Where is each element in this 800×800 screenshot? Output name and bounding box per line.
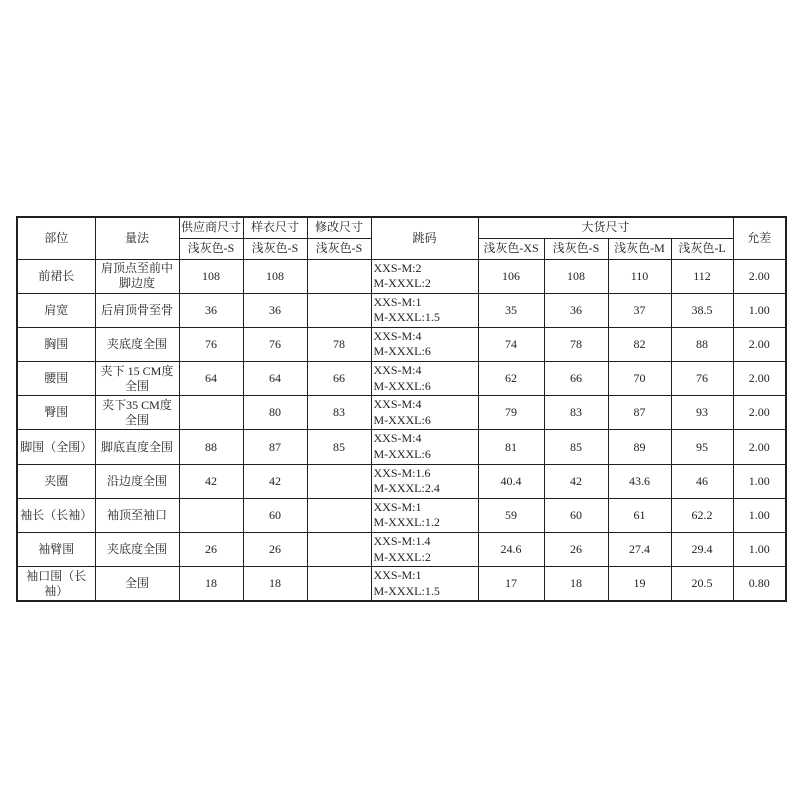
cell-bulk-size-0: 62 bbox=[478, 362, 544, 396]
cell-bulk-size-0: 17 bbox=[478, 567, 544, 602]
cell-bulk-size-3: 76 bbox=[671, 362, 733, 396]
col-header-tolerance: 允差 bbox=[733, 217, 786, 259]
table-row bbox=[17, 362, 786, 396]
cell-method: 夹下35 CM度全围 bbox=[95, 396, 179, 430]
cell-bulk-size-2: 43.6 bbox=[608, 464, 671, 498]
cell-part: 袖长（长袖） bbox=[17, 498, 95, 532]
col-subheader-supplier-color: 浅灰色-S bbox=[179, 238, 243, 259]
cell-method: 袖顶至袖口 bbox=[95, 498, 179, 532]
cell-tolerance: 1.00 bbox=[733, 533, 786, 567]
cell-sample-size: 60 bbox=[243, 498, 307, 532]
grading-line: M-XXXL:2.4 bbox=[373, 481, 440, 496]
cell-tolerance: 2.00 bbox=[733, 396, 786, 430]
cell-bulk-size-1: 85 bbox=[544, 430, 608, 464]
table-row bbox=[17, 430, 786, 464]
grading-line: M-XXXL:1.2 bbox=[373, 515, 440, 530]
cell-bulk-size-2: 19 bbox=[608, 567, 671, 602]
table-body bbox=[17, 259, 786, 601]
cell-bulk-size-1: 42 bbox=[544, 464, 608, 498]
cell-bulk-size-0: 106 bbox=[478, 259, 544, 293]
cell-sample-size: 64 bbox=[243, 362, 307, 396]
cell-bulk-size-1: 83 bbox=[544, 396, 608, 430]
grading-line: M-XXXL:6 bbox=[373, 344, 431, 359]
cell-bulk-size-0: 81 bbox=[478, 430, 544, 464]
grading-line: XXS-M:1 bbox=[373, 568, 422, 583]
cell-bulk-size-3: 88 bbox=[671, 327, 733, 361]
cell-method: 后肩顶骨至骨 bbox=[95, 293, 179, 327]
cell-modified-size bbox=[307, 464, 371, 498]
cell-bulk-size-1: 36 bbox=[544, 293, 608, 327]
col-header-sample-size: 样衣尺寸 bbox=[243, 217, 307, 238]
cell-tolerance: 1.00 bbox=[733, 464, 786, 498]
cell-bulk-size-3: 29.4 bbox=[671, 533, 733, 567]
grading-line: XXS-M:4 bbox=[373, 363, 422, 378]
cell-part: 臀围 bbox=[17, 396, 95, 430]
cell-modified-size bbox=[307, 498, 371, 532]
cell-supplier-size: 18 bbox=[179, 567, 243, 602]
cell-bulk-size-3: 95 bbox=[671, 430, 733, 464]
cell-bulk-size-2: 110 bbox=[608, 259, 671, 293]
cell-bulk-size-2: 70 bbox=[608, 362, 671, 396]
grading-line: XXS-M:1.4 bbox=[373, 534, 431, 548]
grading-line: XXS-M:1 bbox=[373, 499, 422, 514]
grading-line: M-XXXL:6 bbox=[373, 378, 431, 393]
cell-modified-size: 85 bbox=[307, 430, 371, 464]
cell-grading bbox=[371, 464, 478, 498]
cell-bulk-size-1: 60 bbox=[544, 498, 608, 532]
cell-bulk-size-1: 108 bbox=[544, 259, 608, 293]
grading-line: M-XXXL:2 bbox=[373, 276, 431, 291]
grading-line: XXS-M:1 bbox=[373, 294, 422, 309]
cell-method: 沿边度全围 bbox=[95, 464, 179, 498]
cell-tolerance: 0.80 bbox=[733, 567, 786, 602]
table-row bbox=[17, 293, 786, 327]
cell-supplier-size: 26 bbox=[179, 533, 243, 567]
cell-modified-size: 66 bbox=[307, 362, 371, 396]
cell-bulk-size-1: 26 bbox=[544, 533, 608, 567]
cell-modified-size bbox=[307, 259, 371, 293]
cell-grading bbox=[371, 533, 478, 567]
header-row-1 bbox=[17, 217, 786, 238]
cell-supplier-size: 108 bbox=[179, 259, 243, 293]
cell-supplier-size bbox=[179, 396, 243, 430]
cell-grading bbox=[371, 430, 478, 464]
grading-line: XXS-M:2 bbox=[373, 260, 422, 275]
grading-line: M-XXXL:6 bbox=[373, 412, 431, 427]
cell-supplier-size: 64 bbox=[179, 362, 243, 396]
cell-bulk-size-1: 78 bbox=[544, 327, 608, 361]
cell-tolerance: 2.00 bbox=[733, 430, 786, 464]
cell-part: 腰围 bbox=[17, 362, 95, 396]
cell-supplier-size: 42 bbox=[179, 464, 243, 498]
cell-part: 前裙长 bbox=[17, 259, 95, 293]
cell-sample-size: 87 bbox=[243, 430, 307, 464]
col-header-grading: 跳码 bbox=[371, 217, 478, 259]
cell-grading bbox=[371, 396, 478, 430]
grading-line: M-XXXL:1.5 bbox=[373, 310, 440, 325]
cell-bulk-size-3: 20.5 bbox=[671, 567, 733, 602]
cell-part: 胸围 bbox=[17, 327, 95, 361]
cell-method: 脚底直度全围 bbox=[95, 430, 179, 464]
cell-modified-size bbox=[307, 293, 371, 327]
cell-bulk-size-0: 24.6 bbox=[478, 533, 544, 567]
cell-bulk-size-0: 59 bbox=[478, 498, 544, 532]
col-subheader-bulk-xs: 浅灰色-XS bbox=[478, 238, 544, 259]
cell-bulk-size-0: 40.4 bbox=[478, 464, 544, 498]
grading-line: M-XXXL:6 bbox=[373, 447, 431, 462]
cell-part: 脚围（全围） bbox=[17, 430, 95, 464]
cell-bulk-size-3: 46 bbox=[671, 464, 733, 498]
cell-modified-size: 78 bbox=[307, 327, 371, 361]
cell-method: 肩顶点至前中脚边度 bbox=[95, 259, 179, 293]
cell-part: 袖臂围 bbox=[17, 533, 95, 567]
col-header-supplier-size: 供应商尺寸 bbox=[179, 217, 243, 238]
cell-part: 袖口围（长袖） bbox=[17, 567, 95, 602]
cell-bulk-size-1: 66 bbox=[544, 362, 608, 396]
cell-modified-size bbox=[307, 533, 371, 567]
cell-method: 夹下 15 CM度全围 bbox=[95, 362, 179, 396]
cell-grading bbox=[371, 362, 478, 396]
cell-method: 夹底度全围 bbox=[95, 327, 179, 361]
cell-modified-size: 83 bbox=[307, 396, 371, 430]
cell-supplier-size bbox=[179, 498, 243, 532]
col-subheader-sample-color: 浅灰色-S bbox=[243, 238, 307, 259]
table-row bbox=[17, 259, 786, 293]
cell-tolerance: 2.00 bbox=[733, 327, 786, 361]
cell-bulk-size-0: 79 bbox=[478, 396, 544, 430]
garment-size-spec-table bbox=[16, 216, 787, 602]
cell-bulk-size-2: 89 bbox=[608, 430, 671, 464]
cell-sample-size: 26 bbox=[243, 533, 307, 567]
cell-modified-size bbox=[307, 567, 371, 602]
cell-bulk-size-2: 82 bbox=[608, 327, 671, 361]
grading-line: M-XXXL:1.5 bbox=[373, 583, 440, 598]
col-header-modified-size: 修改尺寸 bbox=[307, 217, 371, 238]
cell-grading bbox=[371, 327, 478, 361]
grading-line: M-XXXL:2 bbox=[373, 549, 431, 564]
col-header-part: 部位 bbox=[17, 217, 95, 259]
cell-grading bbox=[371, 498, 478, 532]
cell-sample-size: 80 bbox=[243, 396, 307, 430]
cell-sample-size: 108 bbox=[243, 259, 307, 293]
cell-supplier-size: 76 bbox=[179, 327, 243, 361]
grading-line: XXS-M:4 bbox=[373, 397, 422, 412]
table-row bbox=[17, 567, 786, 602]
cell-tolerance: 1.00 bbox=[733, 293, 786, 327]
cell-grading bbox=[371, 259, 478, 293]
cell-supplier-size: 36 bbox=[179, 293, 243, 327]
cell-part: 肩宽 bbox=[17, 293, 95, 327]
grading-line: XXS-M:1.6 bbox=[373, 465, 431, 480]
col-subheader-bulk-s: 浅灰色-S bbox=[544, 238, 608, 259]
cell-part: 夹圈 bbox=[17, 464, 95, 498]
col-subheader-bulk-m: 浅灰色-M bbox=[608, 238, 671, 259]
table-row bbox=[17, 396, 786, 430]
cell-bulk-size-0: 74 bbox=[478, 327, 544, 361]
col-header-bulk-size: 大货尺寸 bbox=[478, 217, 733, 238]
cell-bulk-size-2: 87 bbox=[608, 396, 671, 430]
cell-tolerance: 2.00 bbox=[733, 259, 786, 293]
col-subheader-bulk-l: 浅灰色-L bbox=[671, 238, 733, 259]
cell-grading bbox=[371, 567, 478, 602]
cell-sample-size: 36 bbox=[243, 293, 307, 327]
cell-bulk-size-2: 27.4 bbox=[608, 533, 671, 567]
cell-bulk-size-0: 35 bbox=[478, 293, 544, 327]
cell-sample-size: 42 bbox=[243, 464, 307, 498]
grading-line: XXS-M:4 bbox=[373, 328, 422, 343]
table-row bbox=[17, 327, 786, 361]
table-row bbox=[17, 533, 786, 567]
cell-supplier-size: 88 bbox=[179, 430, 243, 464]
cell-bulk-size-3: 93 bbox=[671, 396, 733, 430]
cell-sample-size: 76 bbox=[243, 327, 307, 361]
cell-bulk-size-2: 61 bbox=[608, 498, 671, 532]
cell-bulk-size-3: 38.5 bbox=[671, 293, 733, 327]
cell-method: 全围 bbox=[95, 567, 179, 602]
cell-grading bbox=[371, 293, 478, 327]
table-row bbox=[17, 498, 786, 532]
col-subheader-modified-color: 浅灰色-S bbox=[307, 238, 371, 259]
cell-bulk-size-2: 37 bbox=[608, 293, 671, 327]
cell-tolerance: 2.00 bbox=[733, 362, 786, 396]
cell-bulk-size-3: 112 bbox=[671, 259, 733, 293]
cell-method: 夹底度全围 bbox=[95, 533, 179, 567]
col-header-method: 量法 bbox=[95, 217, 179, 259]
table-header bbox=[17, 217, 786, 259]
table-row bbox=[17, 464, 786, 498]
cell-sample-size: 18 bbox=[243, 567, 307, 602]
cell-bulk-size-3: 62.2 bbox=[671, 498, 733, 532]
grading-line: XXS-M:4 bbox=[373, 431, 422, 446]
cell-tolerance: 1.00 bbox=[733, 498, 786, 532]
cell-bulk-size-1: 18 bbox=[544, 567, 608, 602]
